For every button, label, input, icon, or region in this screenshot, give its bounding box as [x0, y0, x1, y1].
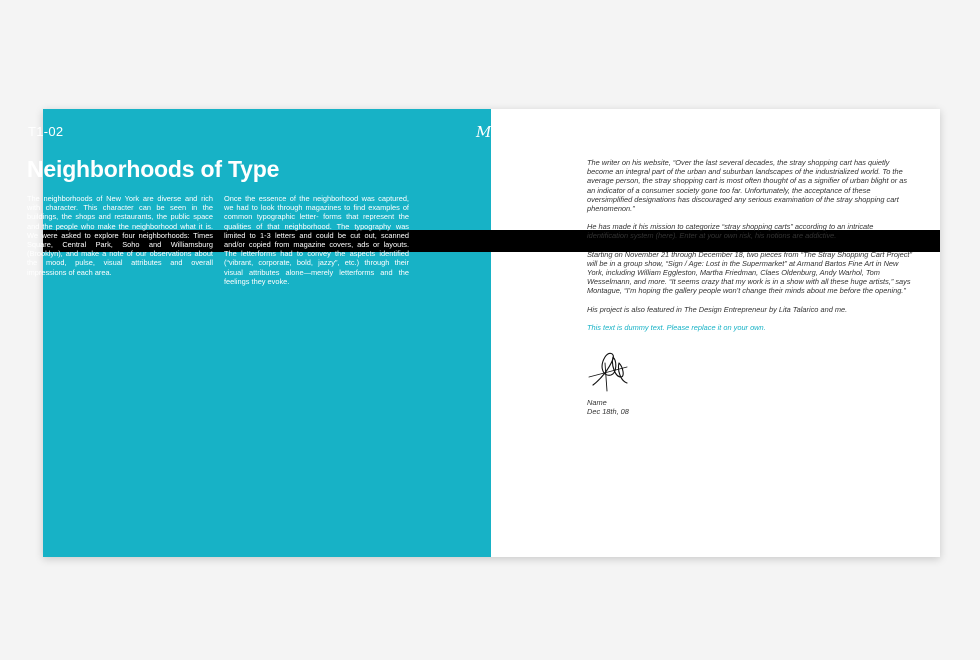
signature-block	[587, 398, 629, 416]
page-heading: Neighborhoods of Type	[27, 156, 280, 182]
experience-text	[587, 158, 915, 341]
experience-paragraph-2: He has made it his mission to categorize “stray shopping carts” according to an intricate identification system (here). Enter at your own risk, his notions are addictive.	[587, 222, 874, 241]
experience-paragraph-3: Starting on November 21 through December 18, two pieces from “The Stray Shopping Cart Project” will be in a group show, “Sign / Age: Lost in the Supermarket” at Armand Bartos Fine Art in New York, including William Eggleston, Martha Friedman, Claes Oldenburg, Andy Warhol, Tom Wesselmann, and more. “It seems crazy that my work is in a show with all these huge artists,” says Montague, “I’m hoping the gallery people won’t change their minds about me before the opening.”	[587, 249, 912, 296]
experience-title: My experience:	[476, 123, 615, 141]
signature-name: Name	[587, 398, 607, 407]
section-code: T1-02	[28, 124, 64, 139]
experience-paragraph-4: His project is also featured in The Design Entrepreneur by Lita Talarico and me.	[587, 304, 848, 314]
dummy-text-note: This text is dummy text. Please replace it on your own.	[587, 322, 766, 332]
intro-column-2: Once the essence of the neighborhood was captured, we had to look through magazines to find examples of common typographic letter- forms that represent the qualities of that neighborhood. The typography was limited to 1-3 letters and could be cut out, scanned and/or copied from magazine covers, ads or layouts. The letterforms had to convey the aspects identified (“vibrant, corporate, bold, jazzy”, etc.) through their visual attributes alone—merely letterforms and the feelings they evoke.	[224, 194, 409, 286]
experience-paragraph-1: The writer on his website, “Over the last several decades, the stray shopping cart has quietly become an integral part of the urban and suburban landscapes of the industrialized world. To the average person, the stray shopping cart is most often thought of as a signifier of urban blight or as an indicator of a consumer society gone too far. Unfortunately, the acceptance of these oversimplified designations has discouraged any serious examination of the stray shopping cart phenomenon.”	[587, 158, 908, 214]
signature-icon	[587, 347, 629, 395]
intro-column-1: The neighborhoods of New York are diverse and rich with character. This character can be seen in the buildings, the shops and restaurants, the public space and the people who make the neighborhood what it is. We were asked to explore four neighborhoods: Times Square, Central Park, Soho and Williamsburg (Brooklyn), and make a note of our observations about the mood, pulse, visual attributes and overall impressions of each area.	[27, 194, 213, 277]
signature-date: Dec 18th, 08	[587, 407, 629, 417]
